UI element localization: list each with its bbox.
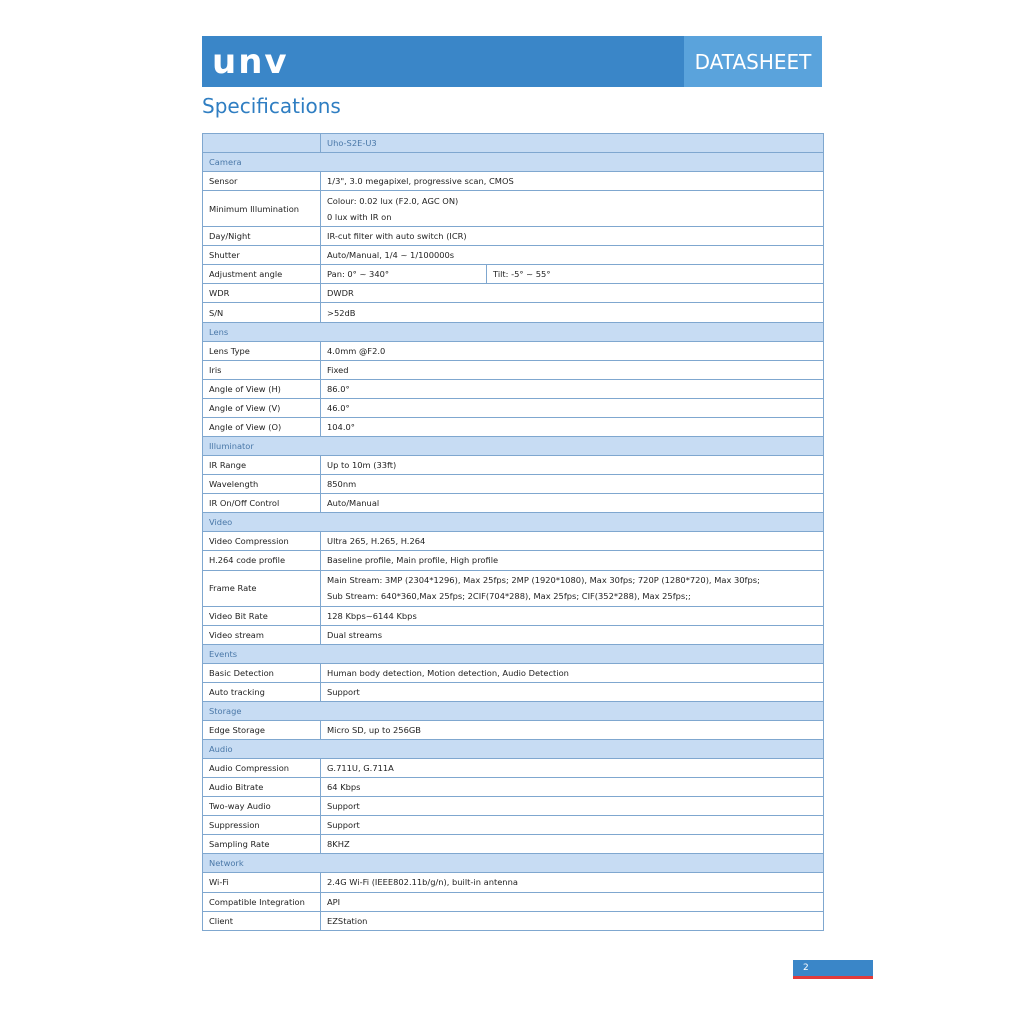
section-lens: Lens — [203, 322, 824, 341]
spec-value: Up to 10m (33ft) — [321, 456, 824, 475]
table-row — [203, 663, 824, 682]
spec-value: Support — [321, 797, 824, 816]
spec-label: Video Compression — [203, 532, 321, 551]
spec-value: 86.0° — [321, 379, 824, 398]
model-name: Uho-S2E-U3 — [321, 134, 824, 153]
table-row — [203, 873, 824, 892]
spec-value: DWDR — [321, 284, 824, 303]
spec-value: Auto/Manual, 1/4 ~ 1/100000s — [321, 246, 824, 265]
spec-label: Basic Detection — [203, 663, 321, 682]
section-row — [203, 513, 824, 532]
table-row — [203, 246, 824, 265]
table-row — [203, 816, 824, 835]
spec-label: Auto tracking — [203, 682, 321, 701]
table-row — [203, 570, 824, 606]
table-row — [203, 172, 824, 191]
section-events: Events — [203, 644, 824, 663]
spec-value: >52dB — [321, 303, 824, 322]
spec-value: Fixed — [321, 360, 824, 379]
spec-label: Sampling Rate — [203, 835, 321, 854]
section-network: Network — [203, 854, 824, 873]
spec-value-line: Sub Stream: 640*360,Max 25fps; 2CIF(704*288), Max 25fps; CIF(352*288), Max 25fps;; — [327, 591, 691, 601]
spec-value: 64 Kbps — [321, 778, 824, 797]
table-row — [203, 551, 824, 570]
section-camera: Camera — [203, 153, 824, 172]
spec-label: IR Range — [203, 456, 321, 475]
table-row — [203, 475, 824, 494]
table-row — [203, 227, 824, 246]
spec-value — [321, 570, 824, 606]
table-row — [203, 682, 824, 701]
spec-value: 128 Kbps~6144 Kbps — [321, 606, 824, 625]
spec-label: Angle of View (V) — [203, 398, 321, 417]
unv-logo: unv — [212, 41, 289, 82]
spec-label: Audio Compression — [203, 758, 321, 777]
section-row — [203, 153, 824, 172]
table-row — [203, 360, 824, 379]
spec-label: Day/Night — [203, 227, 321, 246]
spec-label: WDR — [203, 284, 321, 303]
table-row — [203, 341, 824, 360]
table-row — [203, 835, 824, 854]
section-row — [203, 739, 824, 758]
spec-label: H.264 code profile — [203, 551, 321, 570]
table-header-row — [203, 134, 824, 153]
table-row — [203, 398, 824, 417]
spec-label: Iris — [203, 360, 321, 379]
spec-label: Adjustment angle — [203, 265, 321, 284]
table-header-blank — [203, 134, 321, 153]
spec-label: Video Bit Rate — [203, 606, 321, 625]
section-audio: Audio — [203, 739, 824, 758]
spec-value: Dual streams — [321, 625, 824, 644]
spec-value: 2.4G Wi-Fi (IEEE802.11b/g/n), built-in antenna — [321, 873, 824, 892]
table-row — [203, 303, 824, 322]
table-row — [203, 379, 824, 398]
spec-label: Frame Rate — [203, 570, 321, 606]
spec-label: Wi-Fi — [203, 873, 321, 892]
spec-label: Angle of View (H) — [203, 379, 321, 398]
spec-label: Client — [203, 911, 321, 930]
spec-label: S/N — [203, 303, 321, 322]
section-row — [203, 701, 824, 720]
spec-value: 46.0° — [321, 398, 824, 417]
spec-value: Human body detection, Motion detection, Audio Detection — [321, 663, 824, 682]
spec-value: Micro SD, up to 256GB — [321, 720, 824, 739]
spec-label: Suppression — [203, 816, 321, 835]
table-row — [203, 625, 824, 644]
specifications-table — [202, 133, 824, 931]
spec-label: Angle of View (O) — [203, 417, 321, 436]
logo-area — [202, 36, 684, 87]
section-row — [203, 437, 824, 456]
spec-label: Shutter — [203, 246, 321, 265]
table-row — [203, 284, 824, 303]
table-row — [203, 758, 824, 777]
table-row — [203, 892, 824, 911]
spec-value: 4.0mm @F2.0 — [321, 341, 824, 360]
spec-label: Audio Bitrate — [203, 778, 321, 797]
table-row — [203, 191, 824, 227]
section-video: Video — [203, 513, 824, 532]
section-row — [203, 322, 824, 341]
spec-value — [321, 191, 824, 227]
datasheet-badge: DATASHEET — [684, 36, 822, 87]
spec-value: 1/3", 3.0 megapixel, progressive scan, CMOS — [321, 172, 824, 191]
spec-label: Two-way Audio — [203, 797, 321, 816]
spec-value: 104.0° — [321, 417, 824, 436]
table-row — [203, 456, 824, 475]
spec-value: IR-cut filter with auto switch (ICR) — [321, 227, 824, 246]
table-row — [203, 265, 824, 284]
spec-label: Edge Storage — [203, 720, 321, 739]
table-row — [203, 720, 824, 739]
spec-value: API — [321, 892, 824, 911]
spec-label: IR On/Off Control — [203, 494, 321, 513]
table-row — [203, 778, 824, 797]
table-row — [203, 417, 824, 436]
spec-value-line: 0 lux with IR on — [327, 211, 392, 222]
spec-value-line: Main Stream: 3MP (2304*1296), Max 25fps; 2MP (1920*1080), Max 30fps; 720P (1280*720), Max 30fps; — [327, 575, 760, 585]
spec-value: EZStation — [321, 911, 824, 930]
section-row — [203, 644, 824, 663]
spec-value: Ultra 265, H.265, H.264 — [321, 532, 824, 551]
spec-value: Baseline profile, Main profile, High profile — [321, 551, 824, 570]
table-row — [203, 797, 824, 816]
page-title: Specifications — [202, 94, 341, 118]
table-row — [203, 911, 824, 930]
spec-value: Support — [321, 816, 824, 835]
spec-label: Lens Type — [203, 341, 321, 360]
spec-value: Auto/Manual — [321, 494, 824, 513]
section-illuminator: Illuminator — [203, 437, 824, 456]
spec-value: 8KHZ — [321, 835, 824, 854]
spec-label: Minimum Illumination — [203, 191, 321, 227]
spec-value-tilt: Tilt: -5° ~ 55° — [487, 265, 824, 284]
section-row — [203, 854, 824, 873]
table-row — [203, 532, 824, 551]
page-number: 2 — [793, 960, 873, 976]
spec-value: G.711U, G.711A — [321, 758, 824, 777]
spec-label: Compatible Integration — [203, 892, 321, 911]
spec-value: 850nm — [321, 475, 824, 494]
table-row — [203, 494, 824, 513]
table-row — [203, 606, 824, 625]
spec-value-line: Colour: 0.02 lux (F2.0, AGC ON) — [327, 195, 459, 206]
spec-label: Video stream — [203, 625, 321, 644]
section-storage: Storage — [203, 701, 824, 720]
spec-value: Support — [321, 682, 824, 701]
datasheet-header — [202, 36, 822, 87]
spec-label: Sensor — [203, 172, 321, 191]
footer-accent-bar — [793, 976, 873, 979]
spec-value-pan: Pan: 0° ~ 340° — [321, 265, 487, 284]
spec-label: Wavelength — [203, 475, 321, 494]
